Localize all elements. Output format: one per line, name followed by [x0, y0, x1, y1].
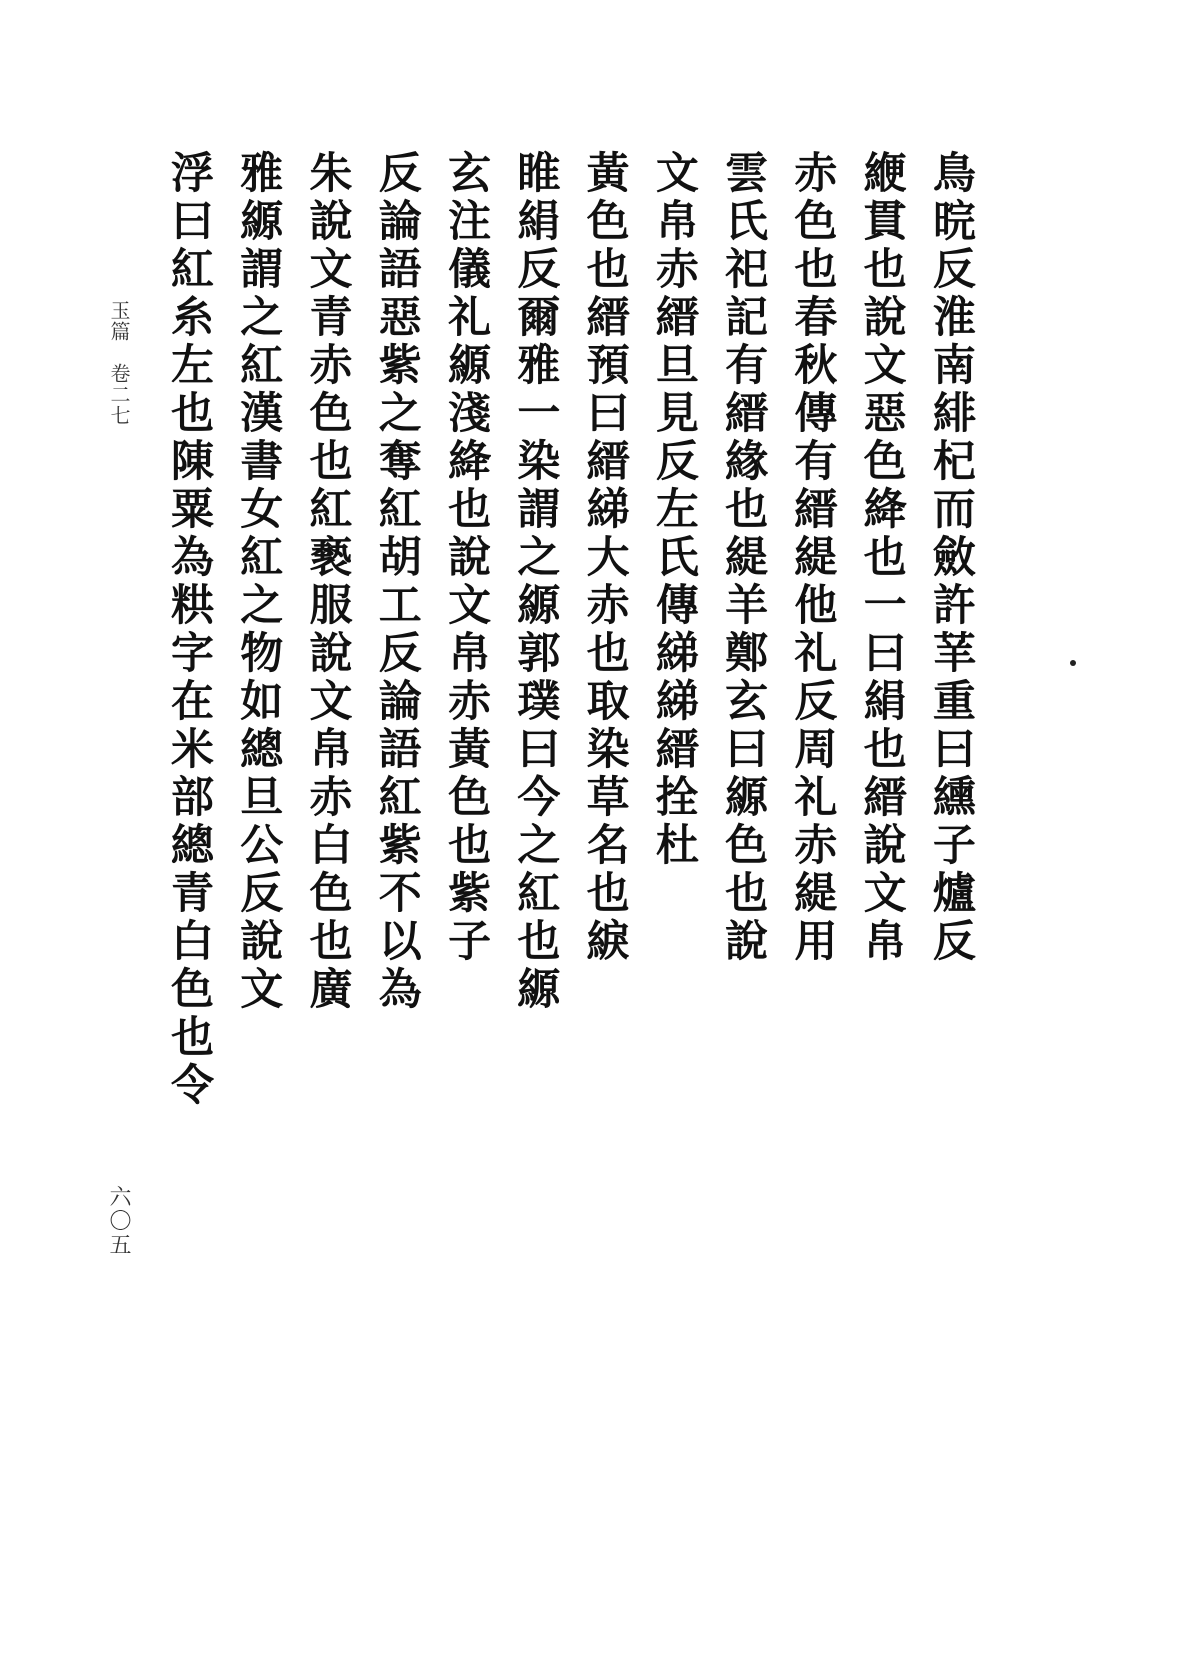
- text-column: 浮曰紅糸左也陳粟為粠字在米部總青白色也令: [164, 150, 214, 1110]
- text-column: 黃色也縉預曰縉綈大赤也取染草名也綟: [579, 150, 630, 966]
- text-column: 睢絹反爾雅一染謂之縓郭璞曰今之紅也縓: [510, 150, 561, 1014]
- page-number: 六〇五: [106, 1185, 131, 1257]
- text-column: 玄注儀礼縓淺絳也說文帛赤黃色也紫子: [441, 150, 492, 966]
- main-text: [160, 150, 980, 1460]
- text-column: 反論語惡紫之奪紅胡工反論語紅紫不以為: [371, 150, 422, 1014]
- text-column: 赤色也春秋傳有縉緹他礼反周礼赤緹用: [787, 150, 838, 966]
- text-column: 文帛赤縉旦見反左氏傳綈綈縉拴杜: [648, 150, 699, 870]
- text-column: 緶貫也說文惡色絳也一曰絹也縉說文帛: [856, 150, 907, 966]
- text-column: 鳥晥反淮南緋杞而斂許𦭵重曰纁子爐反: [925, 150, 976, 966]
- margin-note: 玉篇 卷二七: [107, 300, 131, 426]
- ink-speck: [1070, 660, 1076, 666]
- text-column: 朱說文青赤色也紅褻服說文帛赤白色也廣: [302, 150, 353, 1014]
- text-column: 雅縓謂之紅漢書女紅之物如總旦公反說文: [233, 150, 284, 1014]
- text-column: 雲氏祀記有縉緣也緹羊鄭玄曰縓色也說: [718, 150, 769, 966]
